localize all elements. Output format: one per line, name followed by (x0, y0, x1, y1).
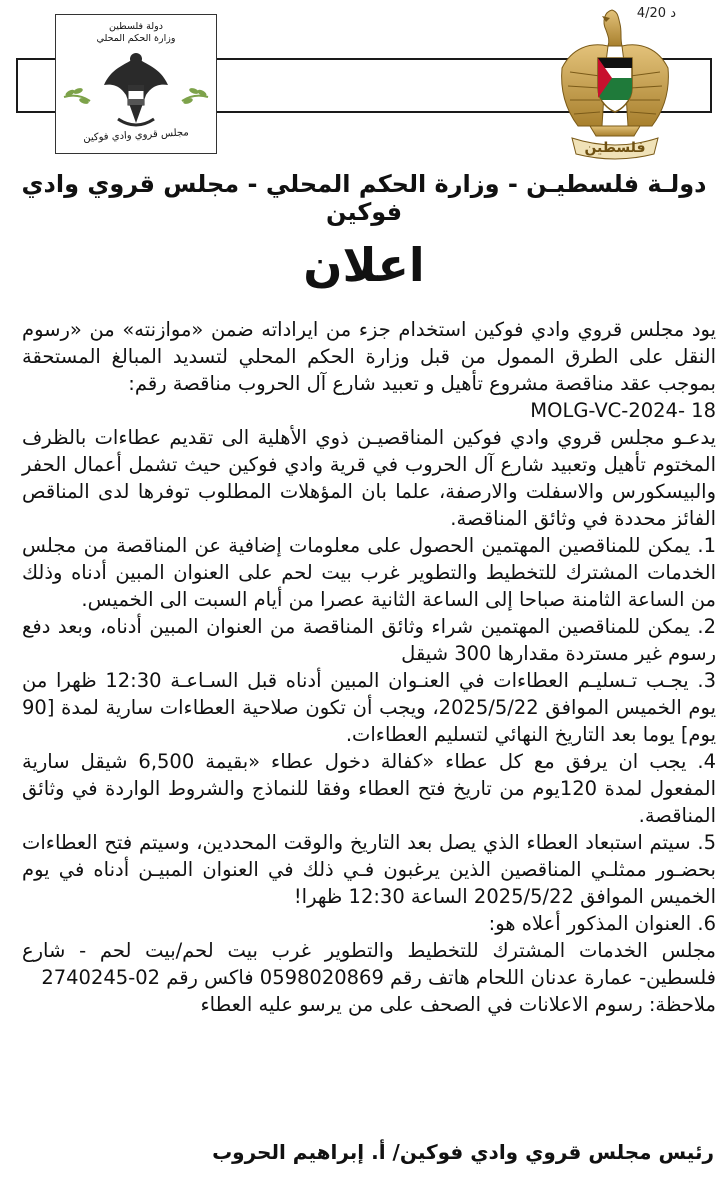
eagle-icon (104, 53, 168, 125)
condition-item-2: 2. يمكن للمناقصين المهتمين شراء وثائق المناقصة من العنوان المبين أدناه، وبعد دفع رسوم غير مستردة مقدارها 300 شيقل (22, 615, 716, 665)
condition-item-5: 5. سيتم استبعاد العطاء الذي يصل بعد التاريخ والوقت المحددين، وسيتم فتح العطاءات بحضـور ممثلـي المناقصين الذين يرغبون فـي ذلك في العنوان المبيـن أدناه في يوم الخميس الموافق 2025/5/22 الساعة 12:30 ظهرا! (22, 831, 716, 908)
address-paragraph: مجلس الخدمات المشترك للتخطيط والتطوير غرب بيت لحم/بيت لحم - شارع فلسطين- عمارة عدنان اللحام هاتف رقم 0598020869 فاكس رقم 02-2740245 (22, 939, 716, 989)
tender-number: MOLG-VC-2024- 18 (530, 399, 716, 422)
ad-body (22, 316, 716, 1018)
header-frame-right (710, 58, 712, 113)
invitation-paragraph: يدعـو مجلس قروي وادي فوكين المناقصيـن ذوي الأهلية الى تقديم عطاءات بالظرف المختوم تأهيل وتعبيد شارع آل الحروب في قرية وادي فوكين حيث تشمل أعمال الحفر والبيسكورس والاسفلت والارصفة، علما بان المؤهلات المطلوب توفرها لدى المناقص الفائز محددة في وثائق المناقصة. (22, 426, 716, 530)
condition-item-1: 1. يمكن للمناقصين المهتمين الحصول على معلومات إضافية عن المناقصة من مجلس الخدمات المشترك للتخطيط والتطوير غرب بيت لحم على العنوان المبين أدناه وذلك من الساعة الثامنة صباحا إلى الساعة الثانية عصرا من أيام السبت الى الخميس. (22, 534, 716, 611)
intro-paragraph: يود مجلس قروي وادي فوكين استخدام جزء من ايراداته ضمن «موازنته» من «رسوم النقل على الطرق الممول من قبل وزارة الحكم المحلي لتسديد المبالغ المستحقة بموجب عقد مناقصة مشروع تأهيل و تعبيد شارع آل الحروب مناقصة رقم: (22, 318, 716, 395)
state-emblem (550, 2, 680, 164)
council-logo-top-text (56, 21, 216, 45)
condition-item-6: 6. العنوان المذكور أعلاه هو: (488, 912, 716, 935)
condition-item-4: 4. يجب ان يرفق مع كل عطاء «كفالة دخول عطاء «بقيمة 6,500 شيقل سارية المفعول لمدة 120يوم من تاريخ فتح العطاء وفقا للنماذج والشروط الواردة في وثائق المناقصة. (22, 750, 716, 827)
council-logo-bottom-text: مجلس قروي وادي فوكين (82, 127, 190, 144)
state-emblem-label: فلسطين (584, 140, 646, 156)
ad-headline: دولـة فلسطيـن - وزارة الحكم المحلي - مجلس قروي وادي فوكين (21, 170, 707, 226)
council-logo-line1: دولة فلسطين (109, 21, 163, 32)
note-paragraph: ملاحظة: رسوم الاعلانات في الصحف على من يرسو عليه العطاء (200, 993, 716, 1016)
signature: رئيس مجلس قروي وادي فوكين/ أ. إبراهيم الحروب (212, 1140, 714, 1164)
council-logo-line2: وزارة الحكم المحلي (96, 33, 176, 44)
council-logo (55, 14, 217, 154)
condition-item-3: 3. يجـب تـسليـم العطاءات في العنـوان المبين أدناه قبل السـاعـة 12:30 ظهرا من يوم الخميس الموافق 2025/5/22، ويجب أن تكون صلاحية العطاءات سارية لمدة [90 يوم] يوما بعد التاريخ النهائي لتسليم العطاءات. (22, 669, 717, 746)
header-frame-left (16, 58, 18, 113)
issue-number: 4/20 د (636, 6, 676, 21)
ad-title: اعلان (303, 238, 425, 292)
